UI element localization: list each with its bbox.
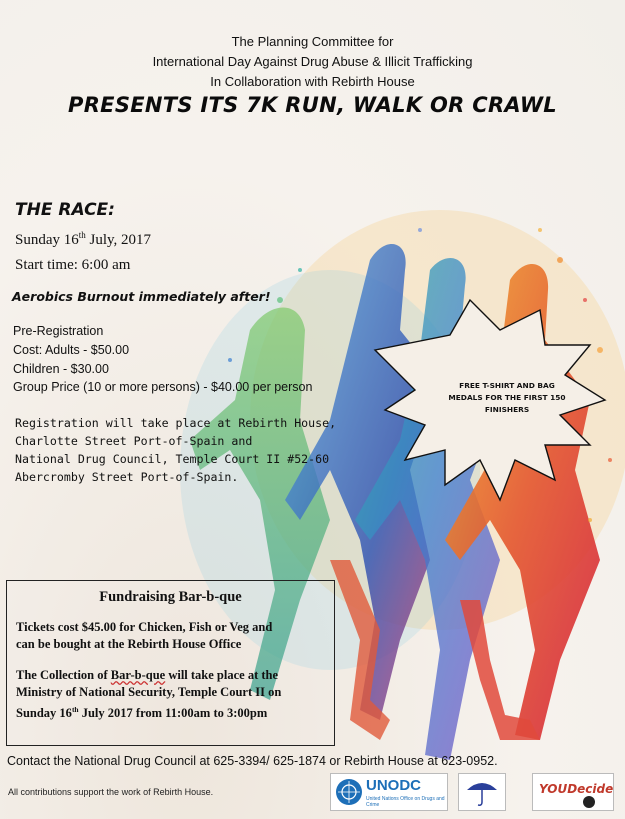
umbrella-icon [459, 774, 505, 810]
pricing-heading: Pre-Registration [13, 324, 104, 338]
race-heading: THE RACE: [15, 200, 115, 220]
race-date: Sunday 16th July, 2017 [15, 230, 152, 248]
starburst-text: FREE T-SHIRT AND BAG MEDALS FOR THE FIRST 150 FINISHERS [448, 381, 566, 414]
badge-icon [583, 796, 595, 808]
registration-line: Abercromby Street Port-of-Spain. [15, 470, 239, 484]
organizer-line: The Planning Committee for [231, 34, 394, 49]
children-price: Children - $30.00 [13, 362, 109, 376]
group-price: Group Price (10 or more persons) - $40.00 per person [13, 380, 313, 394]
start-time: Start time: 6:00 am [15, 257, 131, 273]
contact-line: Contact the National Drug Council at 625-3394/ 625-1874 or Rebirth House at 623-0952. [7, 754, 498, 768]
registration-line: Charlotte Street Port-of-Spain and [15, 434, 253, 448]
rebirth-house-logo [458, 773, 506, 811]
youdecide-logo: YOUDecide [532, 773, 614, 811]
aerobics-note: Aerobics Burnout immediately after! [12, 289, 271, 304]
adult-price: Cost: Adults - $50.00 [13, 343, 130, 357]
contributions-note: All contributions support the work of Rebirth House. [8, 787, 214, 797]
bbq-tickets: Tickets cost $45.00 for Chicken, Fish or Veg and can be bought at the Rebirth House Office [16, 620, 273, 651]
bbq-heading: Fundraising Bar-b-que [99, 589, 242, 605]
bbq-collection: The Collection of Bar-b-que will take place at the Ministry of National Security, Temple Court II on Sunday 16th July 2017 from 11:00am to 3:00pm [16, 668, 282, 721]
collaboration-line: In Collaboration with Rebirth House [210, 74, 415, 89]
registration-line: Registration will take place at Rebirth House, [15, 416, 337, 430]
page-title: PRESENTS ITS 7K RUN, WALK OR CRAWL [68, 93, 557, 117]
event-name-line: International Day Against Drug Abuse & Illicit Trafficking [152, 54, 473, 69]
unodc-logo: UNODC United Nations Office on Drugs and Crime [330, 773, 448, 811]
registration-line: National Drug Council, Temple Court II #52-60 [15, 452, 330, 466]
bbq-box [6, 580, 335, 746]
un-emblem-icon [334, 777, 364, 807]
